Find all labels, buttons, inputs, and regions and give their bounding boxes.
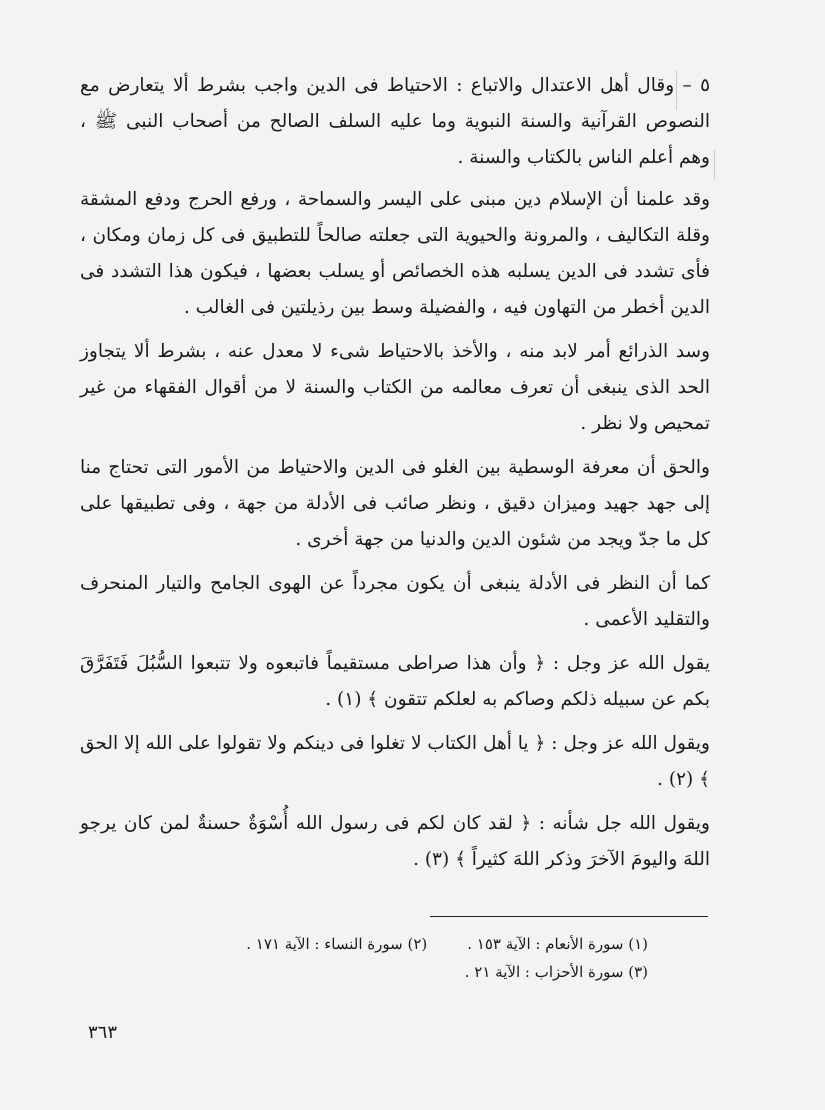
footnote-2: (٢) سورة النساء : الآية ١٧١ . <box>246 935 428 953</box>
footnote-row <box>200 930 648 958</box>
paragraph: ويقول الله جل شأنه : ﴿ لقد كان لكم فى رسول الله أُسْوَةٌ حسنةٌ لمن كان يرجو اللهَ واليومَ الآخرَ وذكر اللهَ كثيراً ﴾ (٣) . <box>80 813 710 870</box>
paragraph: ويقول الله عز وجل : ﴿ يا أهل الكتاب لا تغلوا فى دينكم ولا تقولوا على الله إلا الحق ﴾ (٢) . <box>80 733 710 790</box>
paragraph: وقد علمنا أن الإسلام دين مبنى على اليسر والسماحة ، ورفع الحرج ودفع المشقة وقلة التكاليف ، والمرونة والحيوية التى جعلته صالحاً للتطبيق فى كل زمان ومكان ، فأى تشدد فى الدين يسلبه هذه الخصائص أو يسلب بعضها ، فيكون هذا التشدد فى الدين أخطر من التهاون فيه ، والفضيلة وسط بين رذيلتين فى الغالب . <box>80 189 710 318</box>
paragraph: وسد الذرائع أمر لابد منه ، والأخذ بالاحتياط شىء لا معدل عنه ، بشرط ألا يتجاوز الحد الذى ينبغى أن تعرف معالمه من الكتاب والسنة لا من أقوال الفقهاء من غير تمحيص ولا نظر . <box>80 341 710 434</box>
paragraph: ٥ – وقال أهل الاعتدال والاتباع : الاحتياط فى الدين واجب بشرط ألا يتعارض مع النصوص القرآنية والسنة النبوية وما عليه السلف الصالح من أصحاب النبى ﷺ ، وهم أعلم الناس بالكتاب والسنة . <box>80 75 710 168</box>
footnote-3: (٣) سورة الأحزاب : الآية ٢١ . <box>464 963 648 981</box>
paragraph: كما أن النظر فى الأدلة ينبغى أن يكون مجرداً عن الهوى الجامح والتيار المنحرف والتقليد الأعمى . <box>80 573 710 630</box>
footnotes <box>200 930 648 986</box>
footnote-separator <box>430 916 708 917</box>
footnote-1: (١) سورة الأنعام : الآية ١٥٣ . <box>467 935 648 953</box>
paragraph: يقول الله عز وجل : ﴿ وأن هذا صراطى مستقيماً فاتبعوه ولا تتبعوا السُّبُلَ فَتَفَرَّقَ بكم عن سبيله ذلكم وصاكم به لعلكم تتقون ﴾ (١) . <box>80 653 710 710</box>
paragraph: والحق أن معرفة الوسطية بين الغلو فى الدين والاحتياط من الأمور التى تحتاج منا إلى جهد جهيد وميزان دقيق ، ونظر صائب فى الأدلة من جهة ، وفى تطبيقها على كل ما جدّ ويجد من شئون الدين والدنيا من جهة أخرى . <box>80 457 710 550</box>
footnote-row <box>200 958 648 986</box>
page-number: ٣٦٣ <box>88 1022 118 1043</box>
scan-edge-mark <box>714 150 715 180</box>
main-text <box>80 68 710 886</box>
